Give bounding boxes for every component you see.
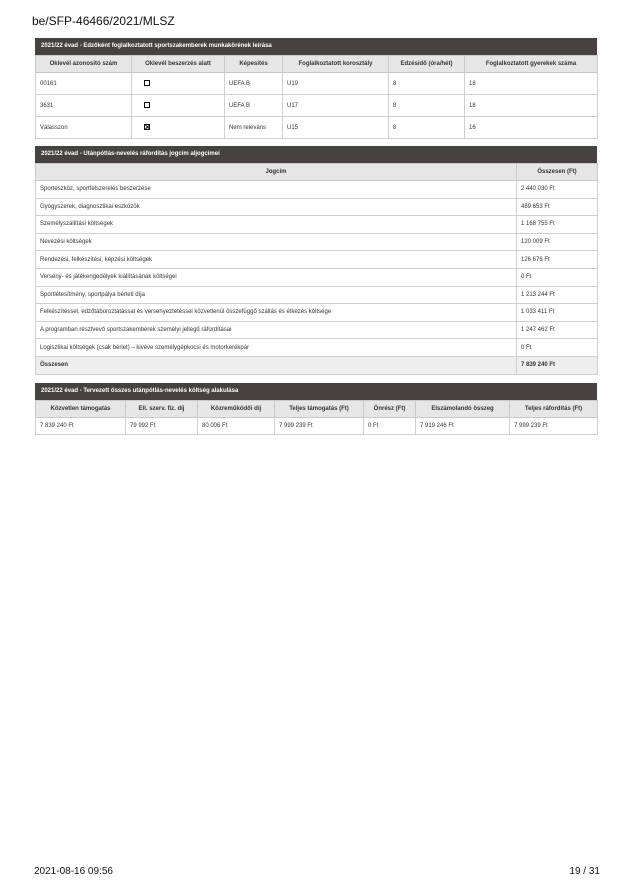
hours-cell: 8 [389, 73, 465, 95]
cost-amount: 120 009 Ft [517, 233, 598, 251]
table-cell: 7 999 239 Ft [275, 418, 364, 435]
table-row [36, 233, 598, 251]
summary-table [35, 400, 598, 435]
table-row [36, 321, 598, 339]
costs-table [35, 163, 598, 375]
table-cell: 7 839 240 Ft [36, 418, 126, 435]
table-cell: 79 992 Ft [126, 418, 198, 435]
cost-label: Nevezési költségek [36, 233, 517, 251]
column-header: Közreműködői díj [198, 401, 275, 418]
summary-section [35, 383, 597, 435]
checkbox[interactable] [144, 80, 150, 86]
hours-cell: 8 [389, 117, 465, 139]
in-progress-cell [132, 117, 225, 139]
children-count-cell: 18 [465, 95, 598, 117]
cost-label: Sporteszköz, sportfelszerelés beszerzése [36, 181, 517, 199]
table-row [36, 304, 598, 322]
cost-label: Sportlétesítmény, sportpálya bérleti díja [36, 286, 517, 304]
cost-label: Verseny- és játékengedélyek kiállításának költségei [36, 268, 517, 286]
age-group-cell: U15 [283, 117, 389, 139]
cost-amount: 1 033 411 Ft [517, 304, 598, 322]
costs-section [35, 146, 597, 375]
table-row [36, 216, 598, 234]
total-amount: 7 839 240 Ft [517, 356, 598, 374]
column-header: Oklevél azonosító szám [36, 56, 132, 73]
table-row [36, 251, 598, 269]
column-header: Teljes ráfordítás (Ft) [510, 401, 598, 418]
coaches-section [35, 38, 597, 139]
oklevel-id-cell: 3631 [36, 95, 132, 117]
summary-values-row [36, 418, 598, 435]
column-header: Önrész (Ft) [364, 401, 416, 418]
cost-amount: 0 Ft [517, 339, 598, 357]
column-header: Teljes támogatás (Ft) [275, 401, 364, 418]
costs-header-row [36, 164, 598, 181]
cost-amount: 2 440 030 Ft [517, 181, 598, 199]
table-row [36, 117, 598, 139]
table-row [36, 286, 598, 304]
age-group-cell: U17 [283, 95, 389, 117]
cost-amount: 1 247 462 Ft [517, 321, 598, 339]
column-header: Összesen (Ft) [517, 164, 598, 181]
in-progress-cell [132, 95, 225, 117]
table-cell: 0 Ft [364, 418, 416, 435]
checkbox[interactable] [144, 124, 150, 130]
table-row [36, 198, 598, 216]
coaches-table [35, 55, 598, 139]
hours-cell: 8 [389, 95, 465, 117]
footer-datetime: 2021-08-16 09:56 [34, 866, 113, 877]
table-row [36, 181, 598, 199]
table-row [36, 95, 598, 117]
footer-page-number: 19 / 31 [569, 866, 600, 877]
table-row [36, 268, 598, 286]
cost-label: A programban résztvevő sportszakemberek személyi jellegű ráfordításai [36, 321, 517, 339]
cost-label: Rendezési, felkészítési, képzési költségek [36, 251, 517, 269]
column-header: Képesítés [225, 56, 283, 73]
column-header: Jogcím [36, 164, 517, 181]
document-id: be/SFP-46466/2021/MLSZ [32, 14, 175, 28]
table-cell: 7 919 246 Ft [416, 418, 510, 435]
oklevel-id-cell: Válasszon [36, 117, 132, 139]
cost-label: Felkészítéssel, edzőtáboroztatással és versenyeztetéssel közvetlenül összefüggő szállás és étkezés költsége [36, 304, 517, 322]
cost-label: Személyszállítási költségek [36, 216, 517, 234]
children-count-cell: 16 [465, 117, 598, 139]
coaches-table-title: 2021/22 évad - Edzőként foglalkoztatott sportszakemberek munkakörének leírása [35, 38, 597, 55]
column-header: Oklevél beszerzés alatt [132, 56, 225, 73]
checkbox[interactable] [144, 102, 150, 108]
table-row [36, 339, 598, 357]
children-count-cell: 18 [465, 73, 598, 95]
cost-label: Logisztikai költségek (csak bérlet) – kivéve személygépkocsi és motorkerékpár [36, 339, 517, 357]
qualification-cell: UEFA B [225, 95, 283, 117]
costs-total-row [36, 356, 598, 374]
cost-label: Gyógyszerek, diagnosztikai eszközök [36, 198, 517, 216]
qualification-cell: Nem releváns [225, 117, 283, 139]
column-header: Elszámolandó összeg [416, 401, 510, 418]
coaches-header-row [36, 56, 598, 73]
oklevel-id-cell: 00161 [36, 73, 132, 95]
total-label: Összesen [36, 356, 517, 374]
cost-amount: 489 653 Ft [517, 198, 598, 216]
column-header: Foglalkoztatott korosztály [283, 56, 389, 73]
column-header: Ell. szerv. fiz. díj [126, 401, 198, 418]
cost-amount: 1 168 755 Ft [517, 216, 598, 234]
column-header: Közvetlen támogatás [36, 401, 126, 418]
cost-amount: 126 676 Ft [517, 251, 598, 269]
summary-header-row [36, 401, 598, 418]
cost-amount: 0 Ft [517, 268, 598, 286]
summary-table-title: 2021/22 évad - Tervezett összes utánpótlás-nevelés költség alakulása [35, 383, 597, 400]
table-cell: 80 006 Ft [198, 418, 275, 435]
costs-table-title: 2021/22 évad - Utánpótlás-nevelés ráfordítás jogcím aljogcímei [35, 146, 597, 163]
table-row [36, 73, 598, 95]
in-progress-cell [132, 73, 225, 95]
column-header: Foglalkoztatott gyerekek száma [465, 56, 598, 73]
age-group-cell: U19 [283, 73, 389, 95]
cost-amount: 1 213 244 Ft [517, 286, 598, 304]
qualification-cell: UEFA B [225, 73, 283, 95]
column-header: Edzésidő (óra/hét) [389, 56, 465, 73]
table-cell: 7 999 239 Ft [510, 418, 598, 435]
